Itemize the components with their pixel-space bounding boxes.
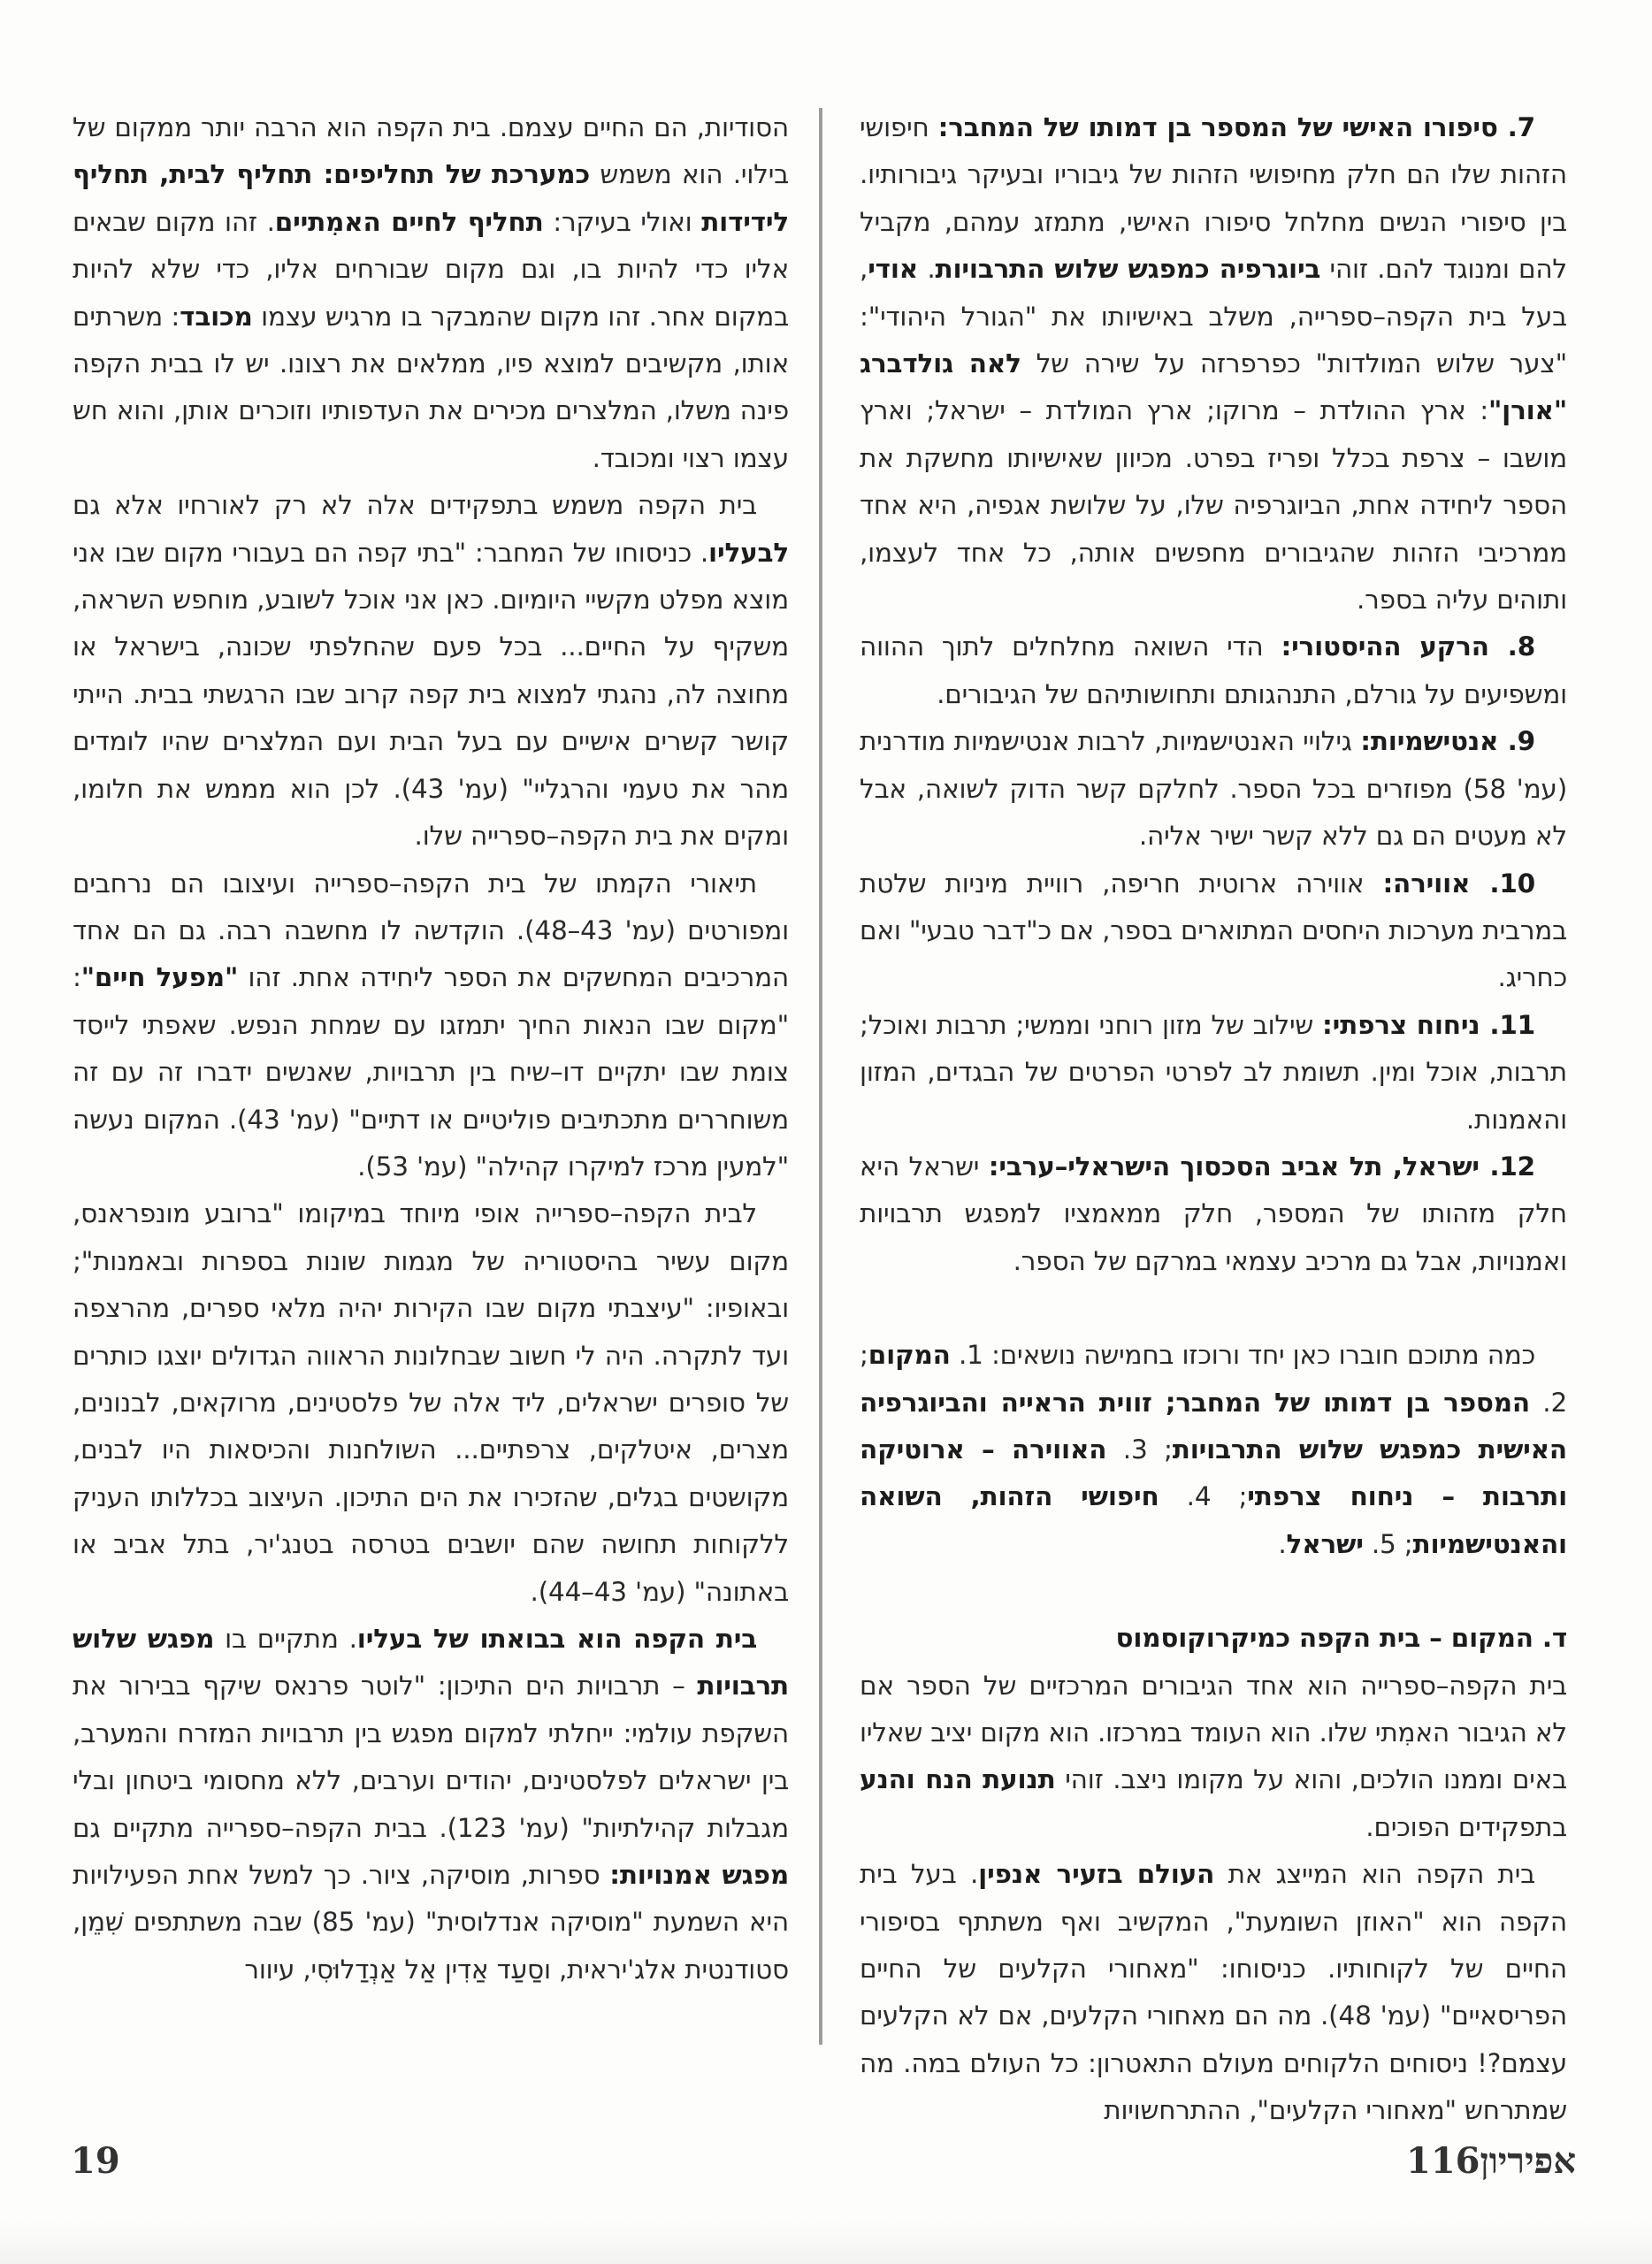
paragraph: [860, 1143, 1567, 1285]
text-run: : ארץ ההולדת – מרוקו; ארץ המולדת – ישראל; וארץ מושבו – צרפת בכלל ופריז בפרט. מכיוון שאישיותו מחשקת את הספר ליחידה אחת, הביוגרפיה שלו, על שלושת אגפיה, היא אחד ממרכיבי הזהות שהגיבורים מחפשים אותה, כל אחד לעצמו, ותוהים עליה בספר.: [860, 395, 1567, 616]
bold-text: המקום: [868, 1340, 951, 1371]
text-run: ; 2.: [860, 1340, 1568, 1418]
text-run: : משרתים אותו, מקשיבים למוצא פיו, ממלאים את רצונו. יש לו בבית הקפה פינה משלו, המלצרים מכירים את העדפותיו וזוכרים אותן, והוא חש עצמו רצוי ומכובד.: [73, 301, 789, 473]
page-number: 19: [71, 2140, 120, 2182]
journal-folio: [1406, 2140, 1576, 2182]
issue-number: 116: [1406, 2140, 1480, 2182]
text-run: אווירה ארוטית חריפה, רוויית מיניות שלטת במרבית מערכות היחסים המתוארים בספר, אם כ"דבר טבעי" ואם כחריג.: [860, 868, 1567, 993]
left-column: [73, 104, 789, 1993]
paragraph: [73, 482, 789, 860]
text-run: לבית הקפה–ספרייה אופי מיוחד במיקומו "ברובע מונפראנס, מקום עשיר בהיסטוריה של מגמות שונות בספרות ובאמנות"; ובאופיו: "עיצבתי מקום שבו הקירות יהיה מלאי ספרים, מהרצפה ועד לתקרה. היה לי חשוב שבחלונות הראווה הגדולים יוצגו כותרים של סופרים ישראלים, ליד אלה של פלסטינים, מרוקאים, לבנונים, מצרים, איטלקים, צרפתיים... השולחנות והכיסאות היו לבנים, מקושטים בגלים, שהזכירו את הים התיכון. העיצוב בכללותו העניק ללקוחות תחושה שהם יושבים בטרסה בטנג'יר, בתל אביב או באתונה" (עמ' 43–44).: [73, 1198, 789, 1607]
text-run: חיפושי הזהות שלו הם חלק מחיפושי הזהות של גיבוריו ובעיקר גיבורותיו. בין סיפורי הנשים מחלחל סיפורו האישי, מתמזג עמהם, מקביל להם ומנוגד להם. זוהי: [860, 112, 1567, 285]
bold-text: חיפושי הזהות, השואה והאנטישמיות: [860, 1481, 1567, 1559]
scan-shadow: [0, 2220, 1652, 2264]
text-run: ואולי בעיקר:: [543, 206, 702, 237]
text-run: הדי השואה מחלחלים לתוך ההווה ומשפיעים על גורלם, התנהגותם ותחושותיהם של הגיבורים.: [860, 631, 1567, 709]
paragraph: [860, 718, 1567, 860]
text-run: ; 4.: [1159, 1481, 1248, 1512]
text-run: בית הקפה–ספרייה הוא אחד הגיבורים המרכזיים של הספר אם לא הגיבור האמִתי שלו. הוא העומד במרכזו. הוא מקום יציב שאליו באים וממנו הולכים, והוא על מקומו ניצב. זוהי: [860, 1670, 1567, 1795]
bold-text: תנועת הנח והנע: [860, 1764, 1056, 1795]
paragraph: [860, 860, 1567, 1002]
paragraph: [73, 1616, 789, 1993]
text-run: . מתקיים בו: [214, 1624, 357, 1654]
bold-text: 7. סיפורו האישי של המספר בן דמותו של המחבר:: [937, 112, 1535, 142]
text-run: כמה מתוכם חוברו כאן יחד ורוכזו בחמישה נושאים: 1.: [950, 1340, 1535, 1371]
bold-text: האווירה – ארוטיקה ותרבות – ניחוח צרפתי: [860, 1434, 1567, 1512]
bold-text: מפגש אמנויות:: [609, 1860, 789, 1891]
bold-text: 8. הרקע ההיסטורי:: [1281, 631, 1536, 662]
text-run: .: [1278, 1528, 1287, 1559]
paragraph: [860, 1002, 1567, 1143]
bold-text: מפגש שלוש תרבויות: [73, 1624, 789, 1702]
paragraph: [73, 1190, 789, 1616]
bold-text: ד. המקום – בית הקפה כמיקרוקוסמוס: [1115, 1623, 1567, 1654]
bold-text: "מפעל חיים": [80, 962, 239, 993]
bold-text: בית הקפה הוא בבואתו של בעליו: [356, 1624, 757, 1654]
text-run: – תרבויות הים התיכון: "לוטר פרנאס שיקף בבירור את השקפת עולמי: ייחלתי למקום מפגש בין תרבויות המזרח והמערב, בין ישראלים לפלסטינים, יהודים וערבים, ללא מחסומי ביטחון ובלי מגבלות קהילתיות" (עמ' 123). בבית הקפה–ספרייה מתקיים גם: [73, 1671, 790, 1843]
section-heading: [860, 1615, 1567, 1662]
right-column: [860, 104, 1567, 2135]
journal-name: אפיריון: [1480, 2140, 1576, 2182]
bold-text: המספר בן דמותו של המחבר; זווית הראייה והביוגרפיה האישית כמפגש שלוש התרבויות: [860, 1387, 1567, 1465]
text-run: ; 5.: [1363, 1528, 1413, 1559]
text-run: ; 3.: [1106, 1434, 1173, 1465]
text-run: ישראל היא חלק מזהותו של המספר, חלק ממאמציו למפגש תרבויות ואמנויות, אבל גם מרכיב עצמאי במרקם של הספר.: [860, 1151, 1567, 1276]
text-run: , בעל בית הקפה–ספרייה, משלב באישיותו את "הגורל היהודי": "צער שלוש המולדות" כפרפרזה על שירה של: [860, 254, 1568, 379]
bold-text: מכובד: [180, 301, 253, 332]
paragraph: [860, 104, 1567, 623]
text-run: הסודיות, הם החיים עצמם. בית הקפה הוא הרבה יותר ממקום של בילוי. הוא משמש: [73, 112, 789, 190]
paragraph: [860, 1851, 1567, 2134]
text-run: בתפקידים הפוכים.: [1365, 1811, 1567, 1842]
paragraph: [73, 104, 789, 482]
paragraph: [860, 623, 1567, 718]
bold-text: תחליף לחיים האמִתיים: [274, 206, 544, 237]
text-run: ספרות, מוסיקה, ציור. כך למשל אחת הפעילויות היא השמעת "מוסיקה אנדלוסית" (עמ' 85) שבה משתתפים שִׁמֵן, סטודנטית אלג'יראית, וסַעַד אַדִין אַל אַנְדַלוּסִי, עיוור: [73, 1860, 789, 1985]
paragraph: [860, 1332, 1567, 1568]
text-run: . זהו מקום שבאים אליו כדי להיות בו, וגם מקום שבורחים אליו, כדי שלא להיות במקום אחר. זהו מקום שהמבקר בו מרגיש עצמו: [73, 206, 789, 332]
bold-text: 11. ניחוח צרפתי:: [1322, 1009, 1535, 1040]
bold-text: העולם בזעיר אנפין: [978, 1859, 1215, 1890]
bold-text: אודי: [868, 254, 919, 285]
text-run: . בעל בית הקפה הוא "האוזן השומעת", המקשיב ואף משתתף בסיפורי החיים של לקוחותיו. כניסוחו: "מאחורי הקלעים של החיים הפריסאיים" (עמ' 48). מה הם מאחורי הקלעים, אם לא הקלעים עצמם?! ניסוחים הלקוחים מעולם התאטרון: כל העולם במה. מה שמתרחש "מאחורי הקלעים", ההתרחשויות: [860, 1859, 1567, 2126]
text-run: בית הקפה הוא המייצג את: [1214, 1859, 1535, 1890]
bold-text: לבעליו: [708, 537, 789, 568]
text-run: גילויי האנטישמיות, לרבות אנטישמיות מודרנית (עמ' 58) מפוזרים בכל הספר. לחלקם קשר הדוק לשואה, אבל לא מעטים הם גם ללא קשר ישיר אליה.: [860, 726, 1568, 852]
column-divider: [819, 108, 822, 2045]
text-run: שילוב של מזון רוחני וממשי; תרבות ואוכל; תרבות, אוכל ומין. תשומת לב לפרטי הפרטים של הבגדים, המזון והאמנות.: [860, 1009, 1567, 1135]
bold-text: כמערכת של תחליפים: תחליף לבית, תחליף לידידות: [73, 159, 789, 237]
text-run: . כניסוחו של המחבר: "בתי קפה הם בעבורי מקום שבו אני מוצא מפלט מקשיי היומיום. כאן אני אוכל לשובע, מוחפש השראה, משקיף על החיים... בכל פעם שהחלפתי שכונה, בישראל או מחוצה לה, נהגתי למצוא בית קפה קרוב שבו הרגשתי בבית. הייתי קושר קשרים אישיים עם בעל הבית ועם המלצרים שהיו לומדים מהר את טעמי והרגליי" (עמ' 43). לכן הוא מממש את חלומו, ומקים את בית הקפה–ספרייה שלו.: [73, 537, 789, 852]
text-run: .: [918, 254, 936, 285]
bold-text: 9. אנטישמיות:: [1360, 726, 1535, 757]
bold-text: 12. ישראל, תל אביב הסכסוך הישראלי–ערבי:: [988, 1151, 1535, 1182]
text-run: בית הקפה משמש בתפקידים אלה לא רק לאורחיו אלא גם: [73, 490, 757, 521]
text-run: : "מקום שבו הנאות החיך יתמזגו עם שמחת הנפש. שאפתי לייסד צומת שבו יתקיים דו–שיח בין תרבויות, שאנשים ידברו זה עם זה משוחררים מתכתיבים פוליטיים או דתיים" (עמ' 43). המקום נעשה "למעין מרכז למיקרו קהילה" (עמ' 53).: [73, 962, 789, 1182]
bold-text: 10. אווירה:: [1382, 868, 1535, 899]
paragraph: [860, 1663, 1567, 1852]
text-run: תיאורי הקמתו של בית הקפה–ספרייה ועיצובו הם נרחבים ומפורטים (עמ' 43–48). הוקדשה לו מחשבה רבה. גם הם אחד המרכיבים המחשקים את הספר ליחידה אחת. זהו: [73, 868, 789, 993]
bold-text: ישראל: [1286, 1528, 1364, 1559]
paragraph: [73, 860, 789, 1191]
bold-text: לאה גולדברג "אורן": [860, 348, 1567, 426]
bold-text: ביוגרפיה כמפגש שלוש התרבויות: [935, 254, 1321, 285]
